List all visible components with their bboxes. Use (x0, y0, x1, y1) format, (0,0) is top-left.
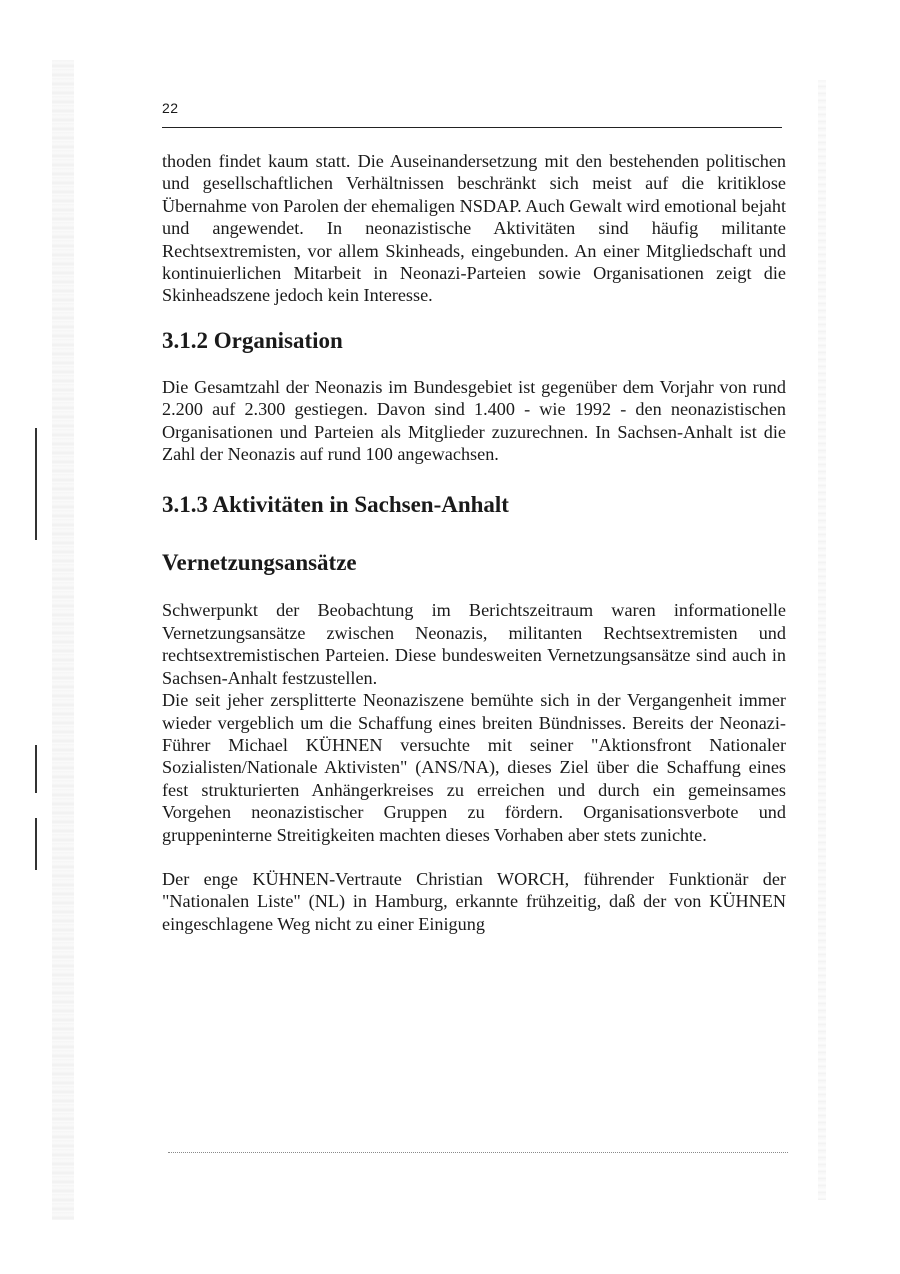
scan-edge-right (818, 80, 826, 1200)
header-rule (162, 127, 782, 128)
page-number: 22 (162, 100, 179, 116)
margin-mark (35, 428, 37, 540)
paragraph-kuehnen: Die seit jeher zersplitterte Neonaziszene bemühte sich in der Vergangenheit immer wieder vergeblich um die Schaffung eines breiten Bündnisses. Bereits der Neonazi-Führer Michael KÜHNEN versuchte mit seiner "Aktionsfront Nationaler Sozialisten/Nationale Aktivisten" (ANS/NA), dieses Ziel über die Schaffung eines fest strukturierten Anhängerkreises zu erreichen und durch ein gemeinsames Vorgehen neonazistischer Gruppen zu fördern. Organisationsverbote und gruppeninterne Streitigkeiten machten dieses Vorhaben aber stets zunichte. (162, 690, 786, 845)
margin-mark (35, 818, 37, 870)
paragraph-vernetzung: Schwerpunkt der Beobachtung im Berichtszeitraum waren informationelle Vernetzungsansätze zwischen Neonazis, militanten Rechtsextremisten und rechtsextremistischen Parteien. Diese bundesweiten Vernetzungsansätze sind auch in Sachsen-Anhalt festzustellen. (162, 600, 786, 688)
paragraph-intro: thoden findet kaum statt. Die Auseinandersetzung mit den bestehenden politischen und gesellschaftlichen Verhältnissen beschränkt sich meist auf die kritiklose Übernahme von Parolen der ehemaligen NSDAP. Auch Gewalt wird emotional bejaht und angewendet. In neonazistische Aktivitäten sind häufig militante Rechtsextremisten, vor allem Skinheads, eingebunden. An einer Mitgliedschaft und kontinuierlichen Mitarbeit in Neonazi-Parteien sowie Organisationen zeigt die Skinheadszene jedoch kein Interesse. (162, 151, 786, 306)
heading-aktivitaeten: 3.1.3 Aktivitäten in Sachsen-Anhalt (162, 492, 509, 518)
paragraph-organisation: Die Gesamtzahl der Neonazis im Bundesgebiet ist gegenüber dem Vorjahr von rund 2.200 auf 2.300 gestiegen. Davon sind 1.400 - wie 1992 - den neonazistischen Organisationen und Parteien als Mitglieder zuzurechnen. In Sachsen-Anhalt ist die Zahl der Neonazis auf rund 100 angewachsen. (162, 376, 786, 465)
paragraph-worch: Der enge KÜHNEN-Vertraute Christian WORCH, führender Funktionär der "Nationalen Liste" (NL) in Hamburg, erkannte frühzeitig, daß der von KÜHNEN eingeschlagene Weg nicht zu einer Einigung (162, 868, 786, 934)
heading-organisation: 3.1.2 Organisation (162, 327, 343, 353)
margin-mark (35, 745, 37, 793)
scan-edge-left (52, 60, 74, 1220)
document-body (162, 150, 786, 935)
footer-rule (168, 1152, 788, 1153)
heading-vernetzungsansaetze: Vernetzungsansätze (162, 550, 357, 576)
